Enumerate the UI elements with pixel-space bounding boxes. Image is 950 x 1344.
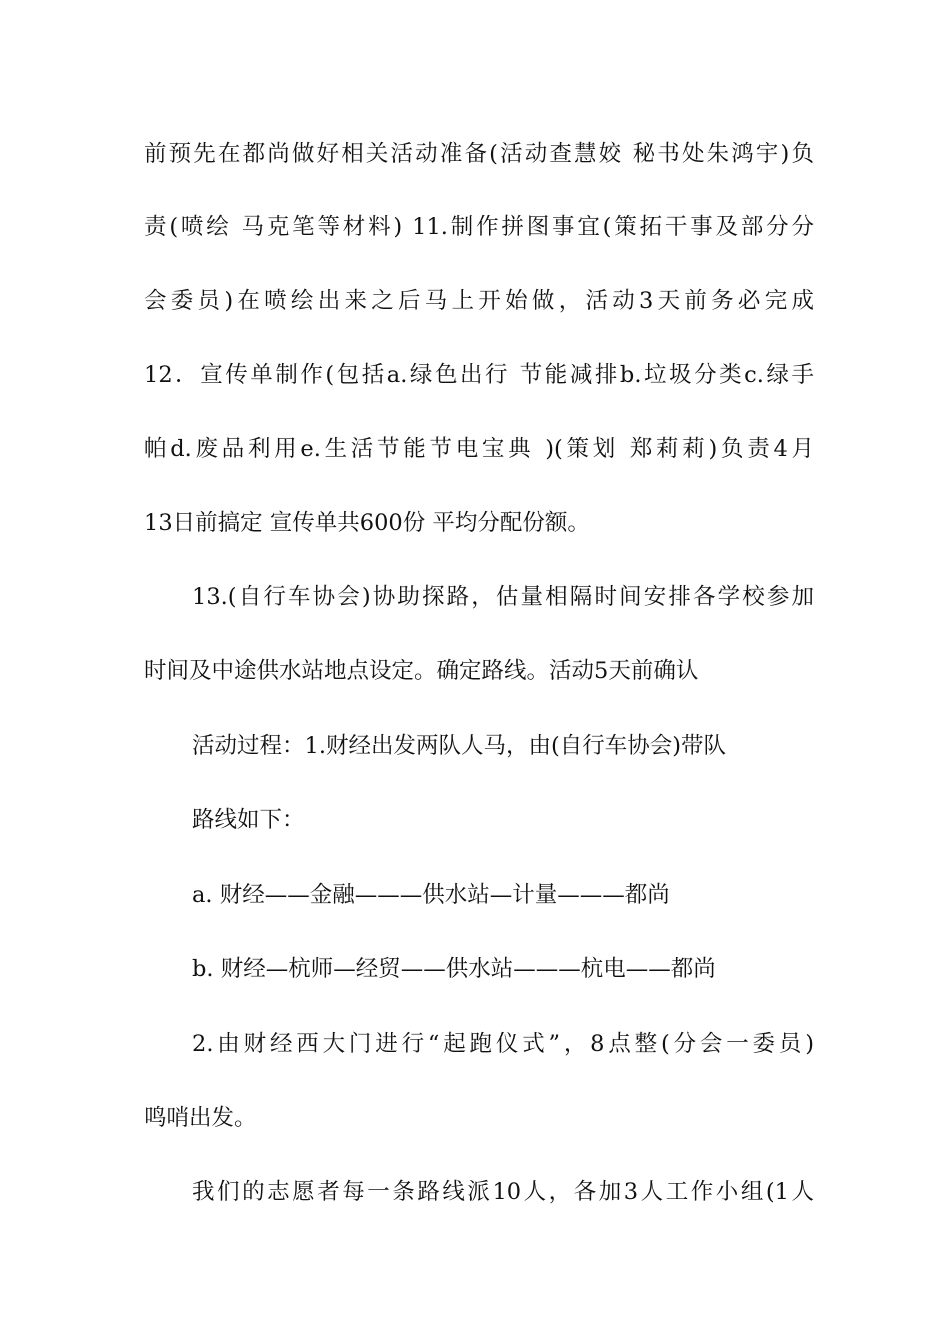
text-line: 前预先在都尚做好相关活动准备(活动查慧姣 秘书处朱鸿宇)负 — [144, 141, 814, 167]
text-line: 我们的志愿者每一条路线派10人，各加3人工作小组(1人 — [192, 1179, 814, 1205]
text-line: 13日前搞定 宣传单共600份 平均分配份额。 — [144, 510, 590, 536]
text-line: a. 财经——金融———供水站—计量———都尚 — [192, 882, 670, 908]
text-line: 鸣哨出发。 — [144, 1105, 257, 1131]
text-line: b. 财经—杭师—经贸——供水站———杭电——都尚 — [192, 956, 716, 982]
text-line: 会委员)在喷绘出来之后马上开始做，活动3天前务必完成 — [144, 288, 814, 314]
text-line: 13.(自行车协会)协助探路，估量相隔时间安排各学校参加 — [192, 584, 814, 610]
text-line: 12．宣传单制作(包括a.绿色出行 节能减排b.垃圾分类c.绿手 — [144, 362, 814, 388]
text-line: 路线如下： — [192, 807, 305, 833]
text-line: 时间及中途供水站地点设定。确定路线。活动5天前确认 — [144, 658, 699, 684]
text-line: 活动过程：1.财经出发两队人马，由(自行车协会)带队 — [192, 733, 727, 759]
text-line: 帕d.废品利用e.生活节能节电宝典 )(策划 郑莉莉)负责4月 — [144, 436, 814, 462]
text-line: 责(喷绘 马克笔等材料) 11.制作拼图事宜(策拓干事及部分分 — [144, 214, 814, 240]
text-line: 2.由财经西大门进行“起跑仪式”，8点整(分会一委员) — [192, 1031, 814, 1057]
